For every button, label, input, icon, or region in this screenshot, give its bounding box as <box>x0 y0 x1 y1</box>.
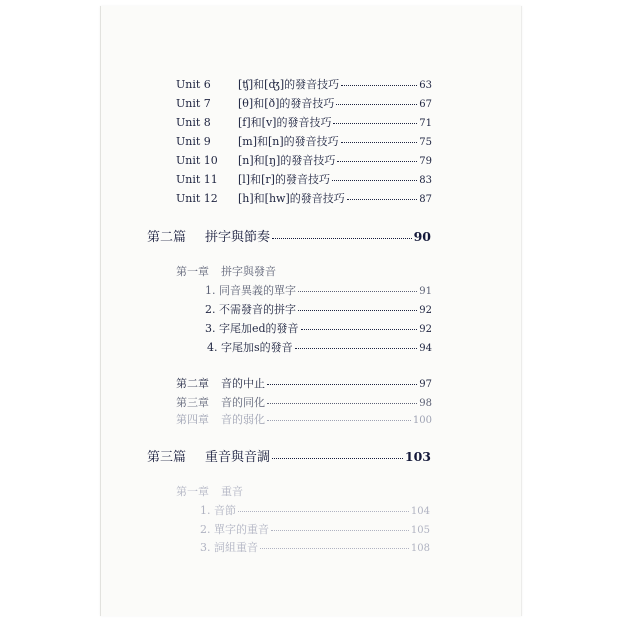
leader-dots <box>347 199 418 200</box>
unit-title: [m]和[n]的發音技巧 <box>238 135 339 148</box>
toc-item-row <box>205 301 432 317</box>
leader-dots <box>267 403 417 404</box>
leader-dots <box>337 161 417 162</box>
part-heading <box>147 446 431 465</box>
unit-label: Unit 9 <box>176 135 211 148</box>
unit-title: [l]和[r]的發音技巧 <box>238 173 330 186</box>
page-number: 92 <box>419 305 432 316</box>
item-title: 3. 詞組重音 <box>200 541 258 554</box>
leader-dots <box>333 123 417 124</box>
toc-unit-row <box>176 152 432 168</box>
page-number: 63 <box>419 80 432 91</box>
toc-item-row <box>205 282 432 298</box>
item-title: 4. 字尾加s的發音 <box>207 341 293 354</box>
part-title: 拼字與節奏 <box>205 230 271 245</box>
leader-dots <box>341 85 417 86</box>
page-number: 90 <box>413 229 431 244</box>
unit-title: [θ]和[ð]的發音技巧 <box>238 97 335 110</box>
leader-dots <box>332 180 417 181</box>
leader-dots <box>301 329 418 330</box>
unit-label: Unit 8 <box>176 116 211 129</box>
unit-title: [h]和[hw]的發音技巧 <box>238 192 345 205</box>
leader-dots <box>271 530 409 531</box>
chapter-label: 第四章 <box>176 413 209 426</box>
chapter-heading <box>176 483 243 499</box>
toc-unit-row <box>176 76 432 92</box>
leader-dots <box>336 104 417 105</box>
leader-dots <box>295 348 418 349</box>
chapter-row <box>176 375 432 391</box>
unit-label: Unit 12 <box>176 192 218 205</box>
leader-dots <box>298 310 417 311</box>
page-number: 94 <box>419 343 432 354</box>
leader-dots <box>272 458 403 459</box>
unit-label: Unit 7 <box>176 97 211 110</box>
page-number: 105 <box>410 525 430 536</box>
page-number: 87 <box>419 194 432 205</box>
chapter-label: 第一章 <box>176 265 209 278</box>
toc-item-row <box>200 502 430 518</box>
unit-label: Unit 10 <box>176 154 218 167</box>
page-number: 71 <box>419 118 432 129</box>
page-number: 108 <box>410 543 430 554</box>
page-number: 83 <box>419 175 432 186</box>
leader-dots <box>267 420 411 421</box>
chapter-label: 第一章 <box>176 485 209 498</box>
leader-dots <box>260 548 409 549</box>
chapter-row <box>176 411 432 427</box>
chapter-title: 音的同化 <box>221 396 265 409</box>
chapter-row <box>176 394 432 410</box>
part-heading <box>147 226 431 245</box>
page-number: 75 <box>419 137 432 148</box>
item-title: 1. 同音異義的單字 <box>205 284 296 297</box>
part-label: 第三篇 <box>147 450 187 465</box>
item-title: 1. 音節 <box>200 504 236 517</box>
chapter-heading <box>176 263 276 279</box>
toc-unit-row <box>176 190 432 206</box>
item-title: 3. 字尾加ed的發音 <box>205 322 299 335</box>
unit-label: Unit 6 <box>176 78 211 91</box>
leader-dots <box>267 384 417 385</box>
toc-unit-row <box>176 95 432 111</box>
toc-item-row <box>200 521 430 537</box>
page-number: 100 <box>412 415 432 426</box>
toc-item-row <box>205 320 432 336</box>
toc-unit-row <box>176 133 432 149</box>
page-number: 92 <box>419 324 432 335</box>
item-title: 2. 單字的重音 <box>200 523 269 536</box>
leader-dots <box>272 238 412 239</box>
page-number: 79 <box>419 156 432 167</box>
unit-label: Unit 11 <box>176 173 218 186</box>
leader-dots <box>238 511 409 512</box>
item-title: 2. 不需發音的拼字 <box>205 303 296 316</box>
page-number: 98 <box>419 398 432 409</box>
toc-unit-row <box>176 171 432 187</box>
toc-item-row <box>200 539 430 555</box>
chapter-label: 第二章 <box>176 377 209 390</box>
part-title: 重音與音調 <box>205 450 271 465</box>
chapter-title: 拼字與發音 <box>221 265 276 278</box>
unit-title: [n]和[ŋ]的發音技巧 <box>238 154 336 167</box>
page-number: 91 <box>419 286 432 297</box>
chapter-title: 音的弱化 <box>221 413 265 426</box>
unit-title: [f]和[v]的發音技巧 <box>238 116 332 129</box>
chapter-title: 重音 <box>221 485 243 498</box>
toc-unit-row <box>176 114 432 130</box>
unit-title: [ʧ]和[ʤ]的發音技巧 <box>238 78 340 91</box>
page-number: 104 <box>410 506 430 517</box>
part-label: 第二篇 <box>147 230 187 245</box>
chapter-title: 音的中止 <box>221 377 265 390</box>
page-number: 97 <box>419 379 432 390</box>
toc-item-row <box>207 339 432 355</box>
leader-dots <box>341 142 418 143</box>
leader-dots <box>298 291 417 292</box>
chapter-label: 第三章 <box>176 396 209 409</box>
page-number: 103 <box>404 449 431 464</box>
page-number: 67 <box>419 99 432 110</box>
